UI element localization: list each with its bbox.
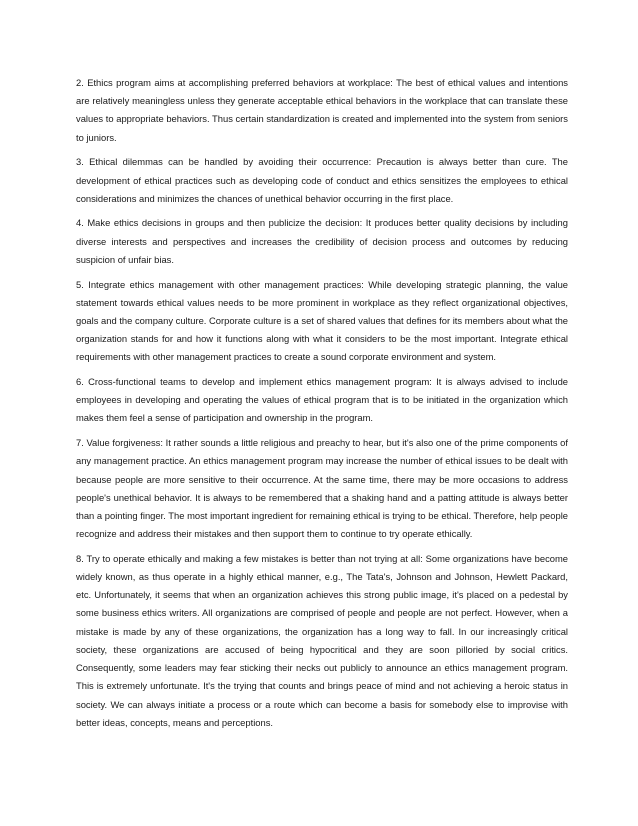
- paragraph-3: 3. Ethical dilemmas can be handled by avoiding their occurrence: Precaution is always better than cure. The development of ethical practices such as developing code of conduct and ethics sensitizes the employees to ethical considerations and minimizes the chances of unethical behavior occurring in the first place.: [76, 156, 568, 204]
- document-page: [76, 74, 568, 738]
- paragraph-2: 2. Ethics program aims at accomplishing preferred behaviors at workplace: The best of ethical values and intentions are relatively meaningless unless they generate acceptable ethical behaviors in the workplace that can translate these values to appropriate behaviors. Thus certain standardization is created and implemented into the system from seniors to juniors.: [76, 77, 568, 143]
- paragraph-7: 7. Value forgiveness: It rather sounds a little religious and preachy to hear, but it's also one of the prime components of any management practice. An ethics management program may increase the number of ethical issues to be dealt with because people are more sensitive to their occurrence. At the same time, there may be more occasions to address people's unethical behavior. It is always to be remembered that a shaking hand and a patting attitude is always better than a pointing finger. The most important ingredient for remaining ethical is trying to be ethical. Therefore, help people recognize and address their mistakes and then support them to continue to try operate ethically.: [76, 437, 568, 540]
- paragraph-6: 6. Cross-functional teams to develop and implement ethics management program: It is always advised to include employees in developing and operating the values of ethical program that is to be initiated in the organization which makes them feel a sense of participation and ownership in the program.: [76, 376, 568, 424]
- paragraph-5: 5. Integrate ethics management with other management practices: While developing strategic planning, the value statement towards ethical values needs to be more prominent in workplace as they reflect organizational objectives, goals and the company culture. Corporate culture is a set of shared values that defines for its members about what the organization stands for and how it functions along with what it considers to be the most important. Integrate ethical requirements with other management practices to create a sound corporate environment and system.: [76, 278, 568, 363]
- paragraph-8: 8. Try to operate ethically and making a few mistakes is better than not trying at all: Some organizations have become widely known, as thus operate in a highly ethical manner, e.g., The Tata's, Johnson and Johnson, Hewlett Packard, etc. Unfortunately, it seems that when an organization achieves this strong public image, it's placed on a pedestal by some business ethics writers. All organizations are comprised of people and people are not perfect. However, when a mistake is made by any of these organizations, the organization has a long way to fall. In our increasingly critical society, these organizations are accused of being hypocritical and they are soon pilloried by social critics. Consequently, some leaders may fear sticking their necks out publicly to announce an ethics management program. This is extremely unfortunate. It's the trying that counts and brings peace of mind and not achieving a heroic status in society. We can always initiate a process or a route which can become a basis for somebody else to improvise with better ideas, concepts, means and perceptions.: [76, 552, 568, 728]
- paragraph-4: 4. Make ethics decisions in groups and then publicize the decision: It produces better quality decisions by including diverse interests and perspectives and increases the credibility of decision process and outcomes by reducing suspicion of unfair bias.: [76, 217, 568, 265]
